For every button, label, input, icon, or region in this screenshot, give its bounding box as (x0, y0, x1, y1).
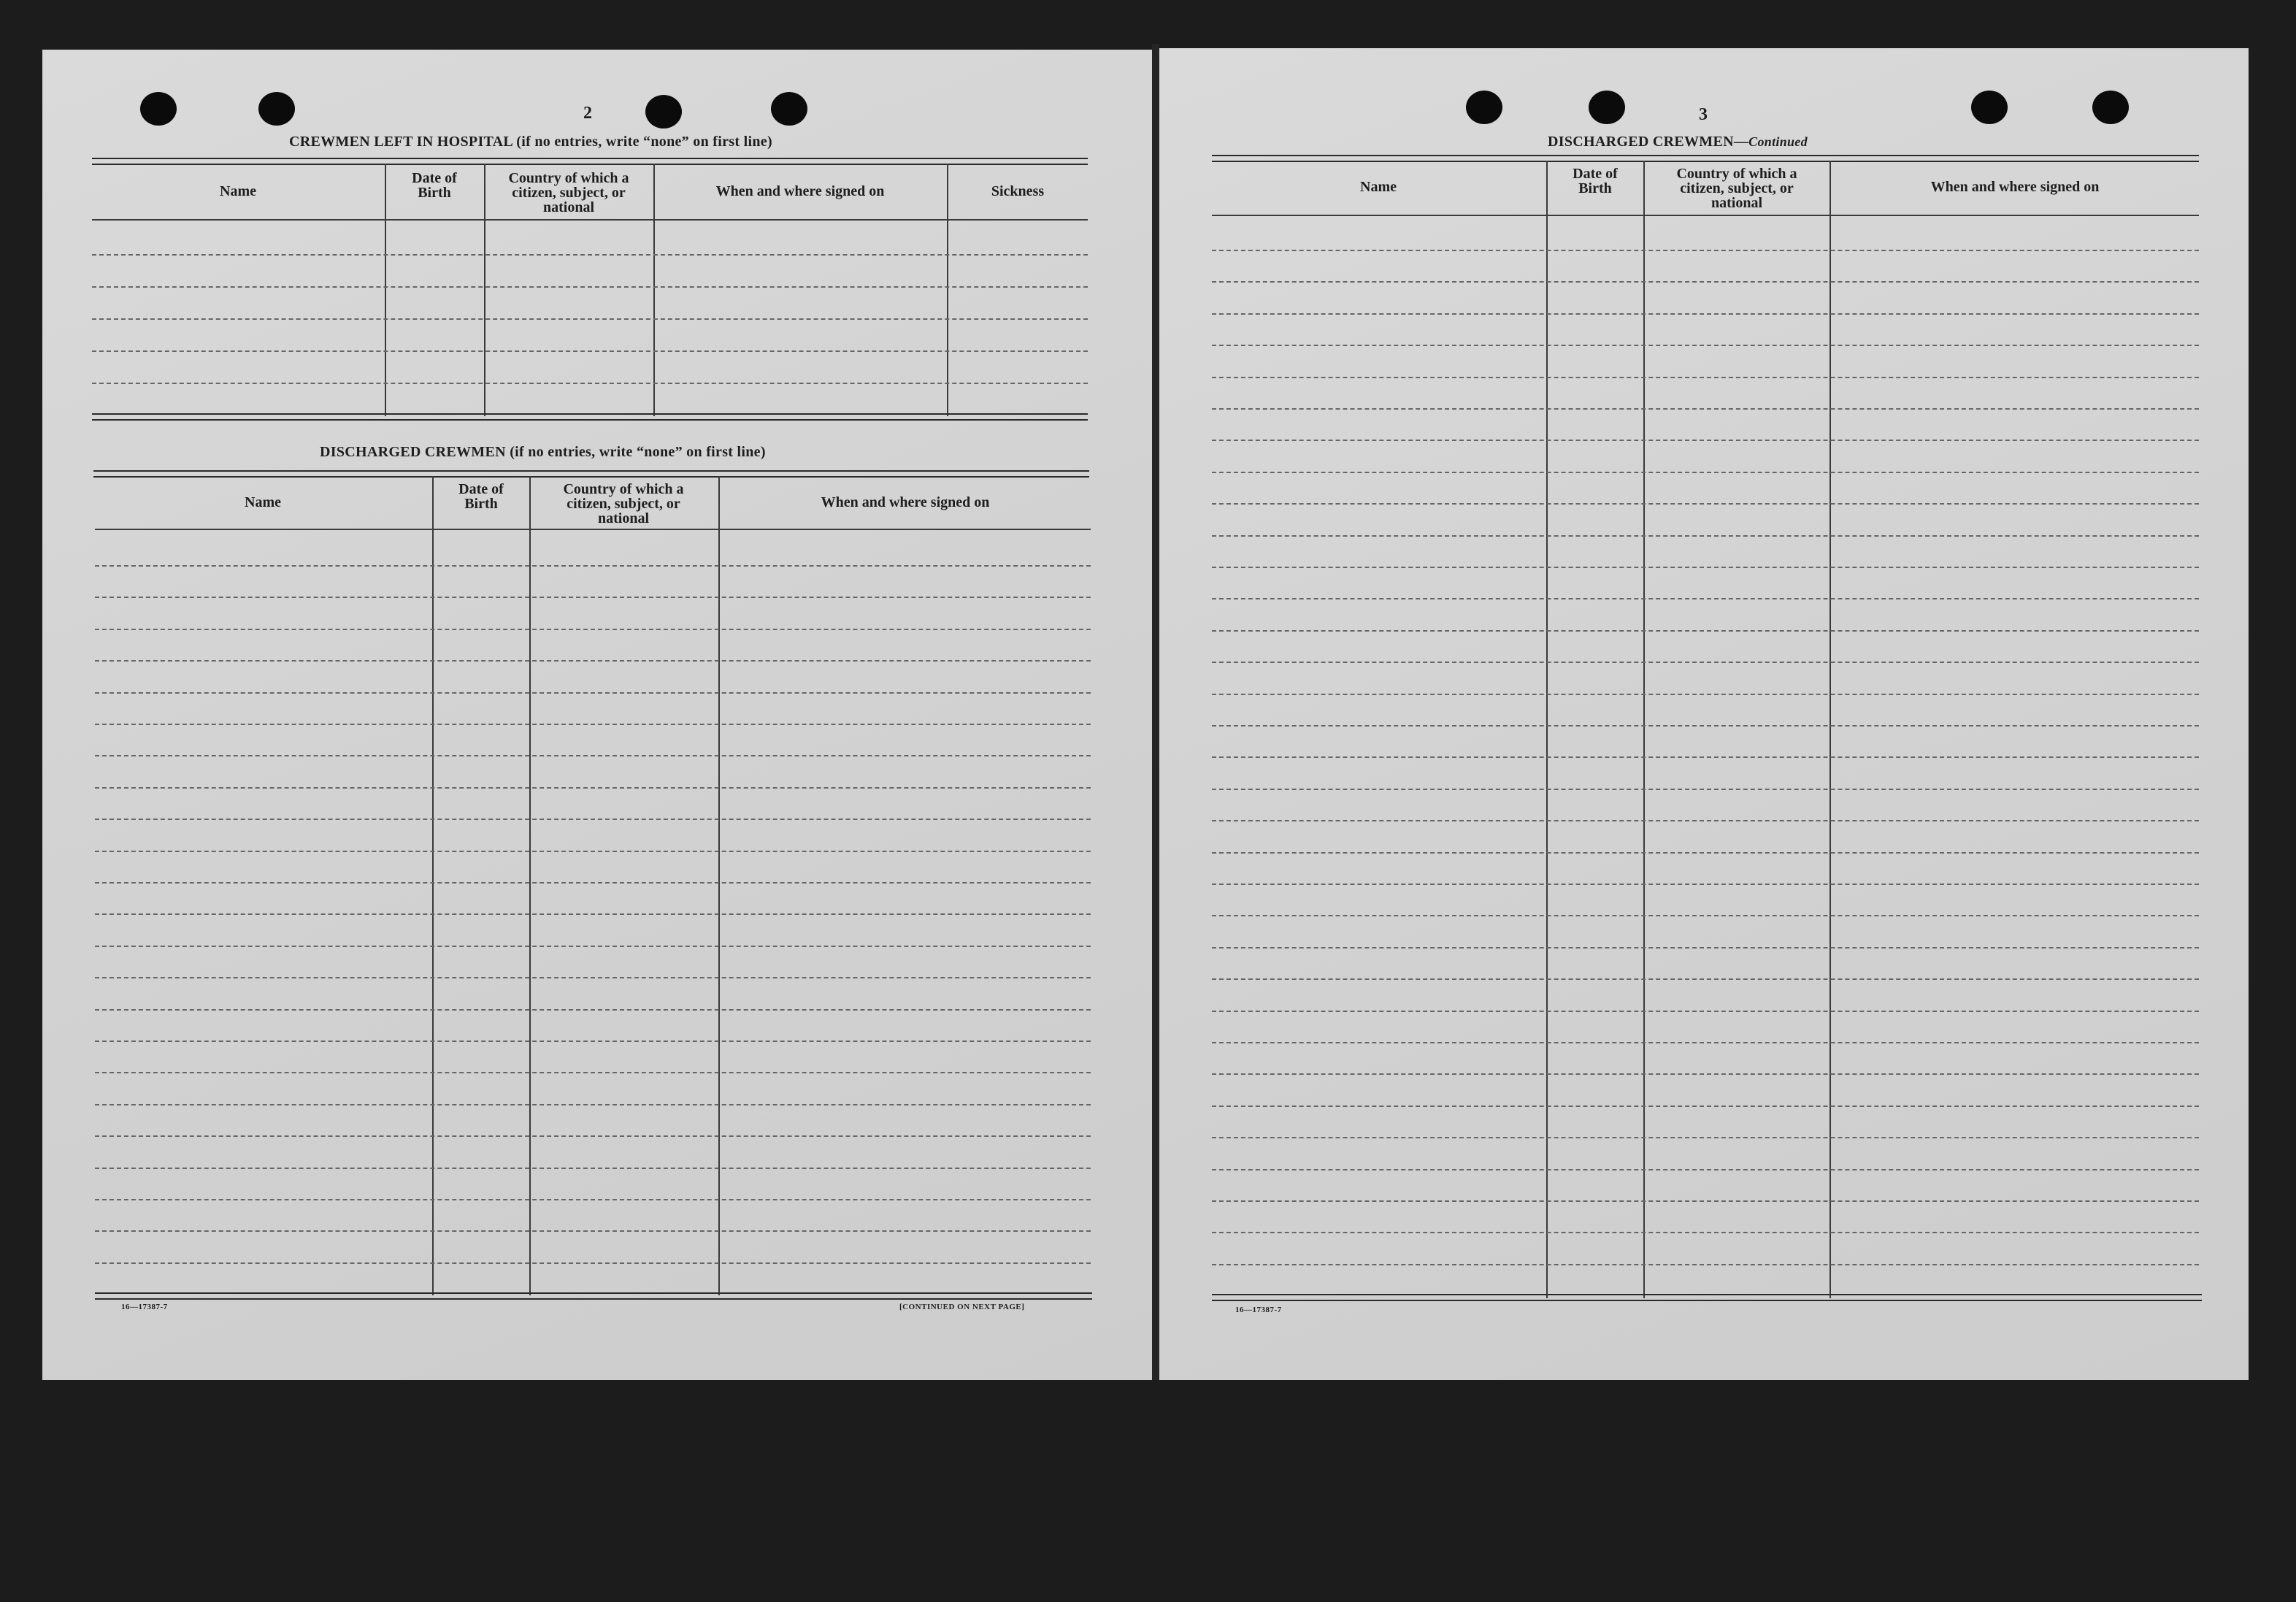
blank-entry-line (95, 660, 1091, 662)
binder-hole (2092, 91, 2129, 124)
binder-hole (1466, 91, 1502, 124)
hospital-title-note: (if no entries, write “none” on first line) (516, 134, 772, 150)
hospital-col-divider (947, 164, 948, 416)
hospital-col-divider (653, 164, 655, 416)
discharged-col-divider (432, 476, 434, 1295)
page-gutter (1152, 44, 1159, 1380)
discharged-bottom-rule (95, 1292, 1092, 1300)
blank-entry-line (1212, 377, 2199, 378)
blank-entry-line (1212, 884, 2199, 885)
blank-entry-line (1212, 1011, 2199, 1012)
hospital-section-title (289, 134, 772, 150)
blank-entry-line (95, 1230, 1091, 1232)
blank-entry-line (1212, 472, 2199, 473)
blank-entry-line (1212, 567, 2199, 568)
blank-entry-line (92, 318, 1088, 320)
blank-entry-line (92, 254, 1088, 256)
form-number: 16—17387-7 (121, 1303, 168, 1311)
discharged-header-rule (95, 529, 1091, 530)
blank-entry-line (92, 286, 1088, 288)
discharged-continued-col-dob: Date of Birth (1573, 166, 1618, 196)
hospital-col-signed-on: When and where signed on (715, 183, 885, 199)
discharged-continued-title (1548, 134, 1808, 150)
blank-entry-line (1212, 281, 2199, 283)
blank-entry-line (95, 946, 1091, 947)
blank-entry-line (95, 565, 1091, 567)
hospital-col-sickness: Sickness (991, 183, 1045, 199)
blank-entry-line (95, 755, 1091, 756)
continued-suffix: Continued (1748, 134, 1808, 149)
blank-entry-line (95, 597, 1091, 598)
binder-hole (140, 92, 177, 126)
discharged-col-country: Country of which a citizen, subject, or national (563, 481, 684, 526)
blank-entry-line (95, 1168, 1091, 1169)
blank-entry-line (95, 787, 1091, 789)
hospital-col-dob: Date of Birth (412, 170, 457, 201)
blank-entry-line (1212, 978, 2199, 980)
hospital-col-name: Name (220, 183, 256, 199)
discharged-col-dob: Date of Birth (458, 481, 504, 512)
blank-entry-line (1212, 852, 2199, 854)
right-page (1159, 48, 2249, 1380)
binder-hole (258, 92, 295, 126)
blank-entry-line (1212, 1105, 2199, 1107)
hospital-col-divider (484, 164, 485, 416)
blank-entry-line (95, 913, 1091, 915)
blank-entry-line (95, 819, 1091, 820)
binder-hole (1971, 91, 2008, 124)
binder-hole (645, 95, 682, 129)
blank-entry-line (92, 383, 1088, 384)
blank-entry-line (95, 692, 1091, 694)
form-number: 16—17387-7 (1235, 1306, 1282, 1314)
discharged-col-divider (718, 476, 720, 1295)
blank-entry-line (1212, 915, 2199, 916)
blank-entry-line (1212, 1137, 2199, 1138)
hospital-bottom-rule (92, 413, 1088, 421)
blank-entry-line (1212, 662, 2199, 663)
blank-entry-line (95, 1104, 1091, 1105)
discharged-continued-col-name: Name (1360, 179, 1397, 195)
blank-entry-line (92, 350, 1088, 352)
discharged-continued-col-divider (1643, 161, 1645, 1298)
blank-entry-line (1212, 598, 2199, 599)
blank-entry-line (1212, 725, 2199, 727)
blank-entry-line (95, 1072, 1091, 1073)
discharged-continued-bottom-rule (1212, 1294, 2202, 1301)
blank-entry-line (1212, 250, 2199, 251)
hospital-top-rule (92, 158, 1088, 165)
blank-entry-line (1212, 1232, 2199, 1233)
discharged-section-title (320, 444, 766, 461)
discharged-top-rule (93, 470, 1089, 478)
blank-entry-line (1212, 1169, 2199, 1170)
discharged-title-text: DISCHARGED CREWMEN (320, 444, 506, 460)
blank-entry-line (95, 1199, 1091, 1200)
left-page (42, 50, 1152, 1380)
blank-entry-line (95, 724, 1091, 725)
blank-entry-line (95, 1135, 1091, 1137)
hospital-col-country: Country of which a citizen, subject, or national (508, 170, 629, 215)
blank-entry-line (1212, 1200, 2199, 1202)
blank-entry-line (1212, 1073, 2199, 1075)
continued-note: [CONTINUED ON NEXT PAGE] (899, 1303, 1025, 1311)
blank-entry-line (95, 1009, 1091, 1011)
blank-entry-line (1212, 820, 2199, 821)
discharged-continued-title-text: DISCHARGED CREWMEN— (1548, 134, 1749, 150)
blank-entry-line (1212, 789, 2199, 790)
discharged-continued-col-divider (1546, 161, 1548, 1298)
discharged-continued-col-divider (1829, 161, 1831, 1298)
discharged-continued-col-signed-on: When and where signed on (1930, 179, 2100, 195)
hospital-col-divider (385, 164, 386, 416)
blank-entry-line (1212, 440, 2199, 441)
discharged-continued-col-country: Country of which a citizen, subject, or national (1676, 166, 1797, 211)
blank-entry-line (95, 977, 1091, 978)
blank-entry-line (1212, 1042, 2199, 1043)
blank-entry-line (95, 851, 1091, 852)
blank-entry-line (95, 1262, 1091, 1264)
blank-entry-line (1212, 503, 2199, 505)
blank-entry-line (1212, 313, 2199, 315)
hospital-header-rule (92, 219, 1088, 221)
blank-entry-line (95, 1040, 1091, 1042)
binder-hole (1589, 91, 1625, 124)
blank-entry-line (1212, 756, 2199, 758)
blank-entry-line (1212, 630, 2199, 632)
blank-entry-line (1212, 535, 2199, 537)
blank-entry-line (1212, 694, 2199, 695)
discharged-col-divider (529, 476, 531, 1295)
blank-entry-line (1212, 1264, 2199, 1265)
hospital-title-text: CREWMEN LEFT IN HOSPITAL (289, 134, 512, 150)
blank-entry-line (1212, 408, 2199, 410)
blank-entry-line (95, 629, 1091, 630)
page-number: 3 (1699, 105, 1708, 124)
discharged-continued-top-rule (1212, 155, 2199, 162)
discharged-col-name: Name (245, 494, 281, 510)
page-number: 2 (583, 104, 592, 123)
blank-entry-line (1212, 947, 2199, 948)
discharged-continued-header-rule (1212, 215, 2199, 216)
discharged-title-note: (if no entries, write “none” on first line) (510, 444, 766, 460)
blank-entry-line (1212, 345, 2199, 346)
binder-hole (771, 92, 807, 126)
discharged-col-signed-on: When and where signed on (821, 494, 990, 510)
blank-entry-line (95, 882, 1091, 884)
